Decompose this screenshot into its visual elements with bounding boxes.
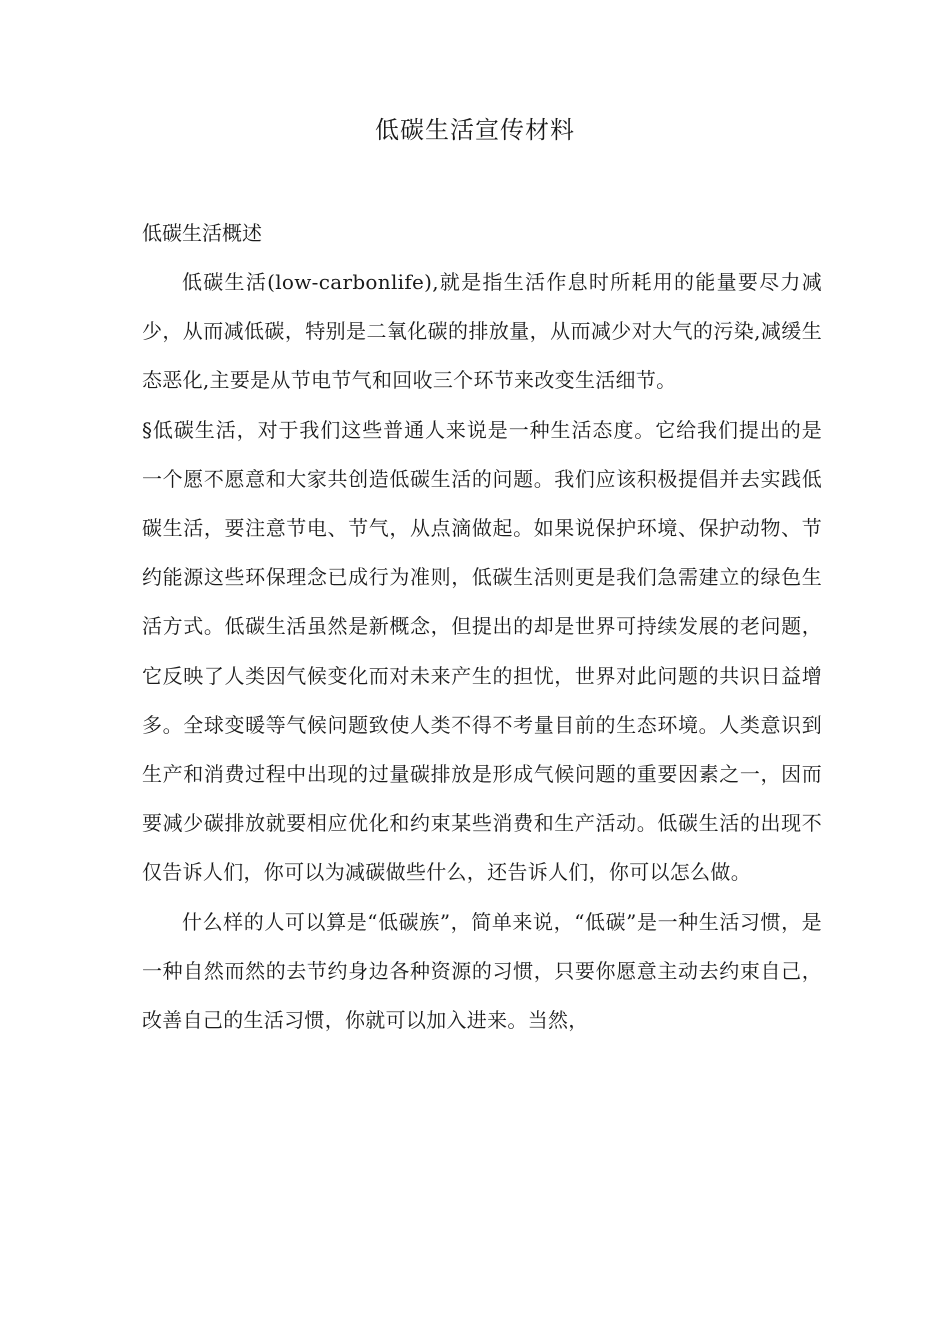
paragraph-low-carbon-people: 什么样的人可以算是“低碳族”，简单来说，“低碳”是一种生活习惯，是一种自然而然的去节约身边各种资源的习惯，只要你愿意主动去约束自己，改善自己的生活习惯，你就可以加入进来。当然， bbox=[142, 909, 822, 1033]
paragraph-attitude: §低碳生活，对于我们这些普通人来说是一种生活态度。它给我们提出的是一个愿不愿意和大家共创造低碳生活的问题。我们应该积极提倡并去实践低碳生活，要注意节电、节气，从点滴做起。如果说保护环境、保护动物、节约能源这些环保理念已成行为准则，低碳生活则更是我们急需建立的绿色生活方式。低碳生活虽然是新概念，但提出的却是世界可持续发展的老问题，它反映了人类因气候变化而对未来产生的担忧，世界对此问题的共识日益增多。全球变暖等气候问题致使人类不得不考量目前的生态环境。人类意识到生产和消费过程中出现的过量碳排放是形成气候问题的重要因素之一，因而要减少碳排放就要相应优化和约束某些消费和生产活动。低碳生活的出现不仅告诉人们，你可以为减碳做些什么，还告诉人们，你可以怎么做。 bbox=[142, 417, 822, 885]
section-heading: 低碳生活概述 bbox=[142, 221, 262, 245]
document-body bbox=[142, 209, 822, 1045]
paragraph-definition: 低碳生活(low-carbonlife),就是指生活作息时所耗用的能量要尽力减少，从而减低碳，特别是二氧化碳的排放量，从而减少对大气的污染,减缓生态恶化,主要是从节电节气和回收三个环节来改变生活细节。 bbox=[142, 270, 822, 393]
document-title: 低碳生活宣传材料 bbox=[375, 116, 575, 144]
